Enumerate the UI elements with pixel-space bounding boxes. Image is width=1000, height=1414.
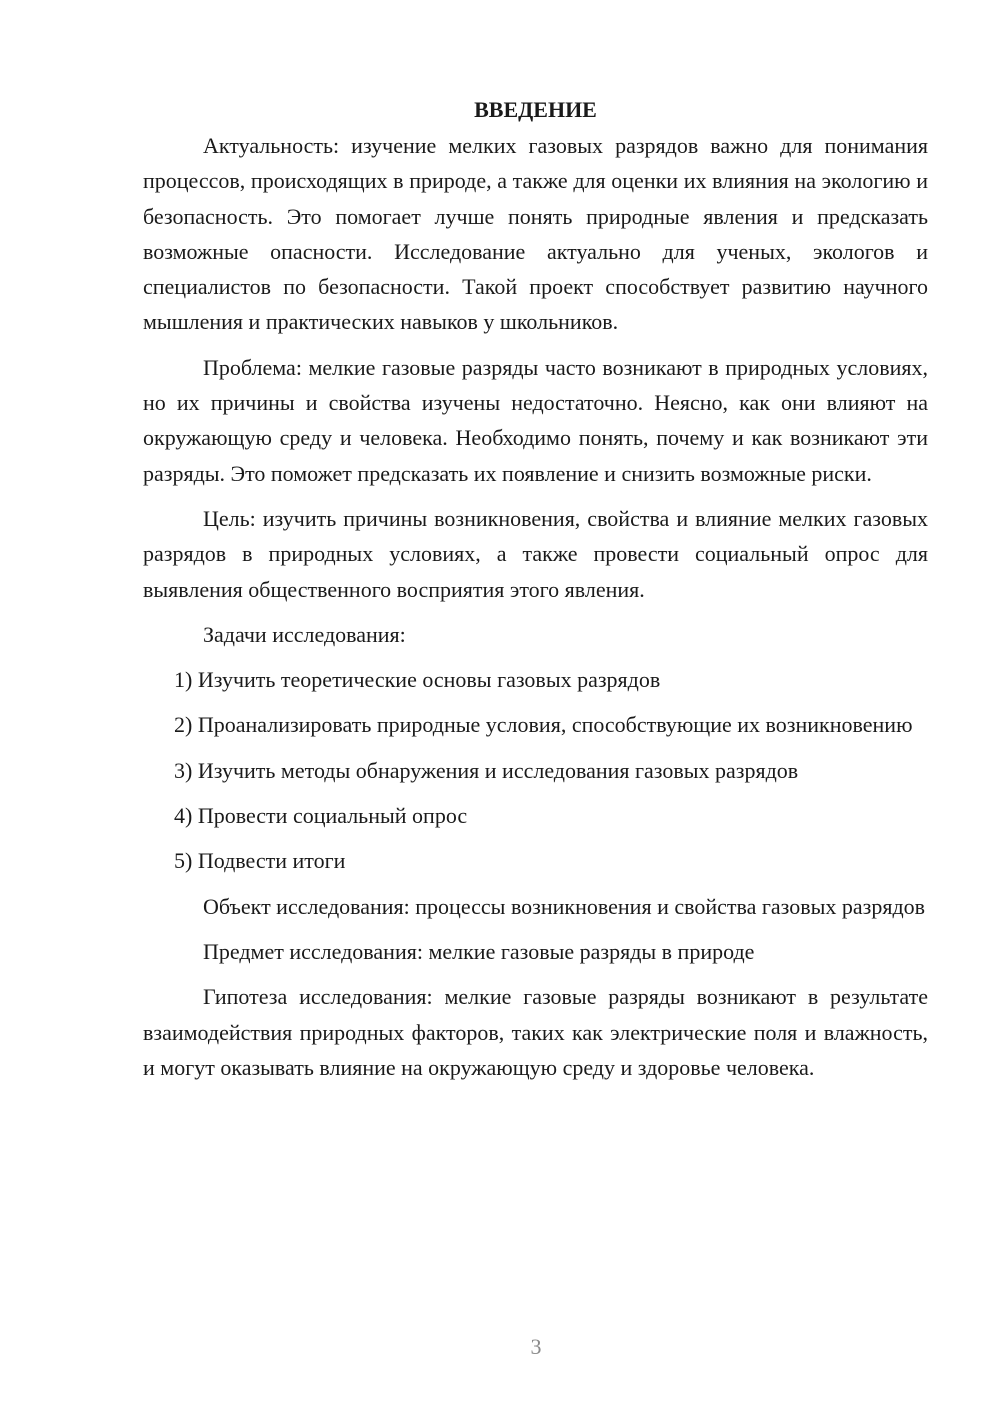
relevance-paragraph: Актуальность: изучение мелких газовых разрядов важно для понимания процессов, происходящих в природе, а также для оценки их влияния на экологию и безопасность. Это помогает лучше понять природные явления и предсказать возможные опасности. Исследование актуально для ученых, экологов и специалистов по безопасности. Такой проект способствует развитию научного мышления и практических навыков у школьников.	[143, 133, 928, 335]
page-content	[143, 92, 928, 1095]
page-number: 3	[530, 1334, 542, 1359]
hypothesis-paragraph: Гипотеза исследования: мелкие газовые разряды возникают в результате взаимодействия природных факторов, таких как электрические поля и влажность, и могут оказывать влияние на окружающую среду и здоровье человека.	[143, 984, 928, 1080]
task-item-2: 2) Проанализировать природные условия, способствующие их возникновению	[174, 712, 913, 738]
task-item-4: 4) Провести социальный опрос	[174, 803, 468, 829]
object-paragraph: Объект исследования: процессы возникновения и свойства газовых разрядов	[203, 893, 926, 919]
task-item-5: 5) Подвести итоги	[174, 848, 346, 874]
goal-paragraph: Цель: изучить причины возникновения, свойства и влияние мелких газовых разрядов в природных условиях, а также провести социальный опрос для выявления общественного восприятия этого явления.	[143, 505, 928, 602]
subject-paragraph: Предмет исследования: мелкие газовые разряды в природе	[203, 938, 755, 964]
tasks-heading: Задачи исследования:	[203, 621, 406, 647]
section-title: ВВЕДЕНИЕ	[474, 97, 597, 122]
task-item-3: 3) Изучить методы обнаружения и исследования газовых разрядов	[174, 757, 799, 783]
task-item-1: 1) Изучить теоретические основы газовых разрядов	[174, 667, 661, 693]
problem-paragraph: Проблема: мелкие газовые разряды часто возникают в природных условиях, но их причины и свойства изучены недостаточно. Неясно, как они влияют на окружающую среду и человека. Необходимо понять, почему и как возникают эти разряды. Это поможет предсказать их появление и снизить возможные риски.	[143, 354, 928, 486]
